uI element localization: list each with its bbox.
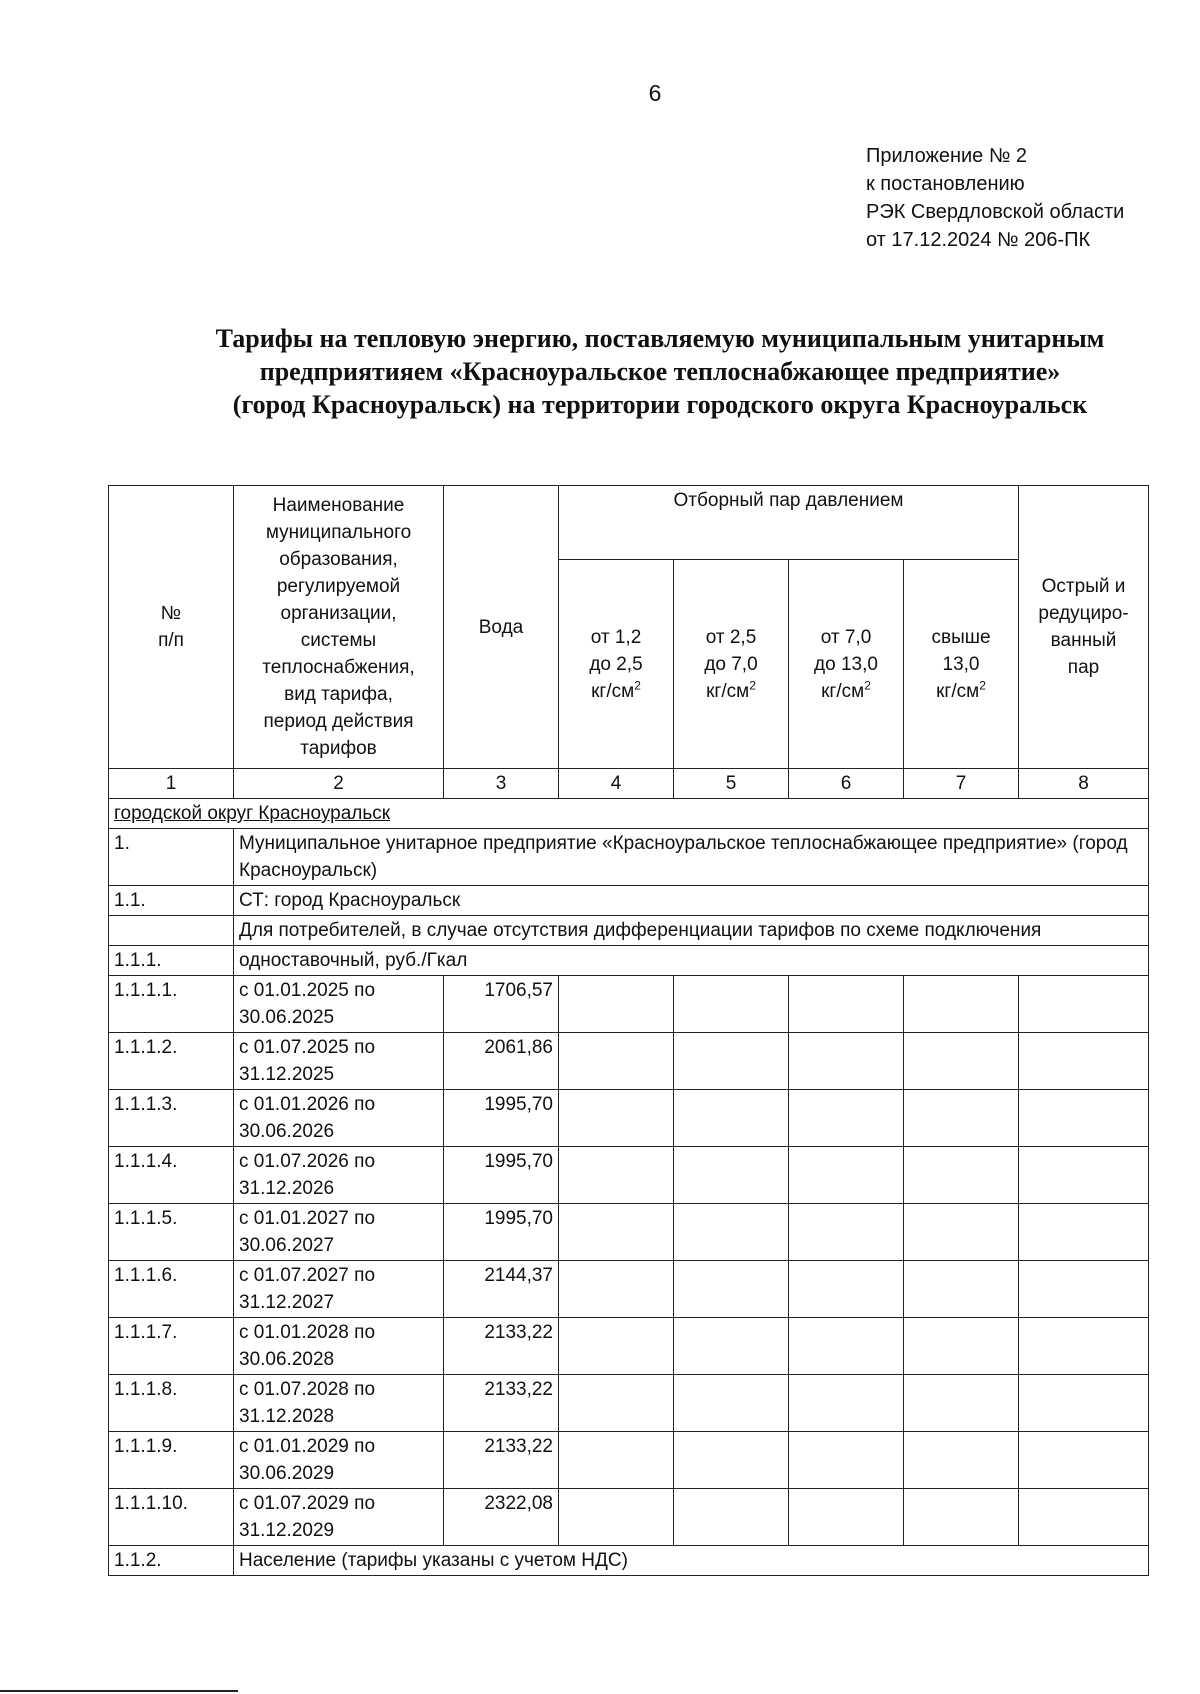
population-row [109,1546,1149,1576]
tariffs-table [108,485,1149,1576]
water-tariff-cell: 1995,70 [444,1147,559,1204]
appendix-line: от 17.12.2024 № 206-ПК [866,229,1091,251]
header-number: № п/п [109,486,234,769]
appendix-line: к постановлению [866,173,1025,195]
empty-cell [1019,1318,1149,1375]
period-cell: с 01.07.2027 по 31.12.2027 [234,1261,444,1318]
empty-cell [789,1033,904,1090]
row-number: 1.1.1.8. [109,1375,234,1432]
row-number: 1. [109,829,234,886]
empty-cell [904,1432,1019,1489]
header-steam-group: Отборный пар давлением [559,486,1019,560]
period-cell: с 01.07.2029 по 31.12.2029 [234,1489,444,1546]
appendix-reference [866,142,1124,254]
empty-cell [674,1489,789,1546]
tariff-period-row [109,1033,1149,1090]
header-steam-3: от 7,0 до 13,0 $кг/см^2$ [789,560,904,769]
empty-cell [789,1090,904,1147]
header-steam-2: от 2,5 до 7,0 $кг/см^2$ [674,560,789,769]
empty-cell [789,1432,904,1489]
region-row [109,799,1149,829]
empty-cell [789,1375,904,1432]
row-number: 1.1.1.7. [109,1318,234,1375]
tariff-type-row [109,946,1149,976]
empty-cell [674,1204,789,1261]
title-line: (город Красноуральск) на территории городского округа Красноуральск [232,390,1088,419]
empty-cell [674,1261,789,1318]
title-line: Тарифы на тепловую энергию, поставляемую муниципальным унитарным [215,324,1105,353]
system-row [109,886,1149,916]
water-tariff-cell: 1995,70 [444,1204,559,1261]
empty-cell [674,1432,789,1489]
row-number: 1.1. [109,886,234,916]
empty-cell [559,1090,674,1147]
empty-cell [674,1318,789,1375]
empty-cell [674,1090,789,1147]
empty-cell [1019,1147,1149,1204]
appendix-line: Приложение № 2 [866,145,1027,167]
tariff-type: одноставочный, руб./Гкал [234,946,1149,976]
empty-cell [559,1204,674,1261]
water-tariff-cell: 1995,70 [444,1090,559,1147]
row-number: 1.1.1.5. [109,1204,234,1261]
system-name: СТ: город Красноуральск [234,886,1149,916]
row-number: 1.1.1.2. [109,1033,234,1090]
empty-cell [674,976,789,1033]
water-tariff-cell: 2133,22 [444,1375,559,1432]
tariff-period-row [109,1261,1149,1318]
empty-cell [559,1489,674,1546]
tariff-period-row [109,1489,1149,1546]
tariff-period-row [109,1318,1149,1375]
header-sharp-steam: Острый и редуциро- ванный пар [1019,486,1149,769]
empty-cell [789,1261,904,1318]
empty-cell [789,976,904,1033]
empty-cell [789,1204,904,1261]
empty-cell [559,1147,674,1204]
column-number-row: 1 2 3 4 5 6 7 8 [109,769,1149,799]
empty-cell [904,1489,1019,1546]
period-cell: с 01.01.2025 по 30.06.2025 [234,976,444,1033]
water-tariff-cell: 2061,86 [444,1033,559,1090]
empty-cell [904,1204,1019,1261]
empty-cell [559,1033,674,1090]
page-number: 6 [648,80,662,106]
empty-cell [674,1147,789,1204]
footnote-separator [0,1690,238,1692]
header-steam-1: от 1,2 до 2,5 $кг/см^2$ [559,560,674,769]
period-cell: с 01.01.2027 по 30.06.2027 [234,1204,444,1261]
consumers-note: Для потребителей, в случае отсутствия дифференциации тарифов по схеме подключения [234,916,1149,946]
empty-cell [559,1375,674,1432]
row-number: 1.1.1.6. [109,1261,234,1318]
empty-cell [1019,1375,1149,1432]
empty-cell [789,1318,904,1375]
empty-cell [1019,1489,1149,1546]
row-number: 1.1.1.10. [109,1489,234,1546]
empty-cell [1019,976,1149,1033]
empty-cell [904,1147,1019,1204]
period-cell: с 01.07.2028 по 31.12.2028 [234,1375,444,1432]
tariff-period-row [109,1147,1149,1204]
empty-cell [1019,1432,1149,1489]
empty-cell [904,1090,1019,1147]
empty-cell [904,1261,1019,1318]
row-number: 1.1.2. [109,1546,234,1576]
document-title [140,322,1180,421]
tariff-period-row [109,1204,1149,1261]
organization-name: Муниципальное унитарное предприятие «Красноуральское теплоснабжающее предприятие» (город Красноуральск) [234,829,1149,886]
empty-cell [559,976,674,1033]
header-water: Вода [444,486,559,769]
period-cell: с 01.01.2026 по 30.06.2026 [234,1090,444,1147]
empty-cell [1019,1204,1149,1261]
tariff-period-row [109,1432,1149,1489]
empty-cell [559,1432,674,1489]
row-number: 1.1.1.9. [109,1432,234,1489]
empty-cell [1019,1090,1149,1147]
empty-cell [904,1375,1019,1432]
consumers-row [109,916,1149,946]
empty-cell [674,1033,789,1090]
water-tariff-cell: 1706,57 [444,976,559,1033]
empty-cell [1019,1033,1149,1090]
period-cell: с 01.01.2028 по 30.06.2028 [234,1318,444,1375]
empty-cell [904,976,1019,1033]
water-tariff-cell: 2322,08 [444,1489,559,1546]
water-tariff-cell: 2133,22 [444,1318,559,1375]
row-number: 1.1.1.4. [109,1147,234,1204]
period-cell: с 01.01.2029 по 30.06.2029 [234,1432,444,1489]
row-number: 1.1.1.3. [109,1090,234,1147]
empty-cell [904,1318,1019,1375]
header-name: Наименование муниципального образования, регулируемой организации, системы теплоснабжения, вид тарифа, период действия тарифов [234,486,444,769]
title-line: предприятияем «Красноуральское теплоснабжающее предприятие» [259,357,1061,386]
organization-row [109,829,1149,886]
empty-cell [1019,1261,1149,1318]
region-name: городской округ Красноуральск [109,799,1149,829]
empty-cell [559,1318,674,1375]
tariff-period-row [109,1090,1149,1147]
period-cell: с 01.07.2026 по 31.12.2026 [234,1147,444,1204]
tariff-period-row [109,976,1149,1033]
empty-cell [674,1375,789,1432]
period-cell: с 01.07.2025 по 31.12.2025 [234,1033,444,1090]
tariff-period-row [109,1375,1149,1432]
empty-cell [789,1147,904,1204]
empty-cell [559,1261,674,1318]
row-number: 1.1.1.1. [109,976,234,1033]
empty-cell [904,1033,1019,1090]
water-tariff-cell: 2133,22 [444,1432,559,1489]
population-name: Население (тарифы указаны с учетом НДС) [234,1546,1149,1576]
empty-cell [789,1489,904,1546]
header-steam-4: свыше 13,0 $кг/см^2$ [904,560,1019,769]
row-number: 1.1.1. [109,946,234,976]
water-tariff-cell: 2144,37 [444,1261,559,1318]
appendix-line: РЭК Свердловской области [866,201,1125,223]
